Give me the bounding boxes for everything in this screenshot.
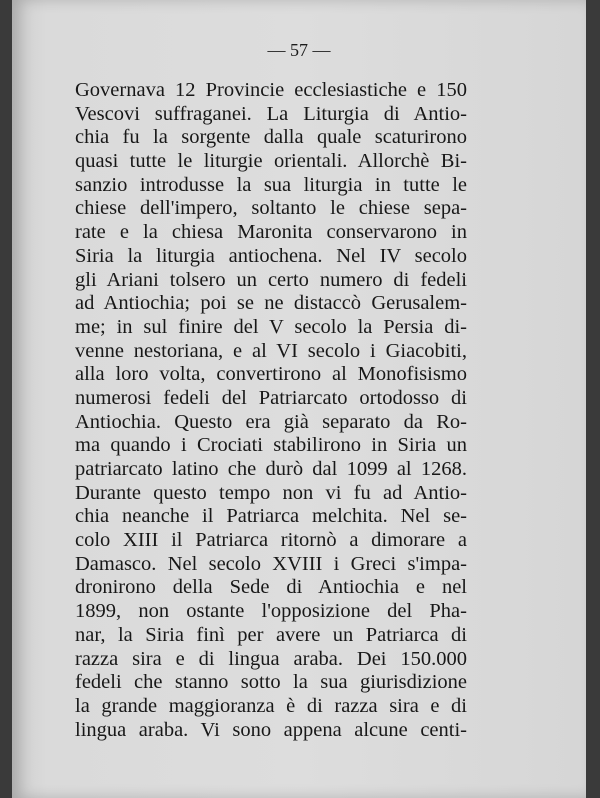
text-line: sanzio introdusse la sua liturgia in tutte le xyxy=(75,173,467,196)
text-line: quasi tutte le liturgie orientali. Allorchè Bi- xyxy=(75,150,467,173)
text-line: Antiochia. Questo era già separato da Ro- xyxy=(75,410,467,433)
text-line: gli Ariani tolsero un certo numero di fedeli xyxy=(75,268,467,291)
text-line: chiese dell'impero, soltanto le chiese sepa- xyxy=(75,197,467,220)
text-line: numerosi fedeli del Patriarcato ortodosso di xyxy=(75,386,467,409)
text-line: razza sira e di lingua araba. Dei 150.000 xyxy=(75,647,467,670)
text-line: Vescovi suffraganei. La Liturgia di Antio- xyxy=(75,102,467,125)
text-line: ad Antiochia; poi se ne distaccò Gerusalem- xyxy=(75,292,467,315)
text-line: ma quando i Crociati stabilirono in Siria un xyxy=(75,434,467,457)
text-line: rate e la chiesa Maronita conservarono in xyxy=(75,221,467,244)
text-line: Siria la liturgia antiochena. Nel IV secolo xyxy=(75,244,467,267)
text-line: venne nestoriana, e al VI secolo i Giacobiti, xyxy=(75,339,467,362)
text-line: colo XIII il Patriarca ritornò a dimorare a xyxy=(75,529,467,552)
text-line: me; in sul finire del V secolo la Persia di- xyxy=(75,315,467,338)
text-line: Governava 12 Provincie ecclesiastiche e 150 xyxy=(75,79,467,101)
text-line: alla loro volta, convertirono al Monofisismo xyxy=(75,363,467,386)
book-page xyxy=(12,0,586,798)
text-line: Durante questo tempo non vi fu ad Antio- xyxy=(75,481,467,504)
text-line: chia neanche il Patriarca melchita. Nel se- xyxy=(75,505,467,528)
text-line: la grande maggioranza è di razza sira e di xyxy=(75,694,467,717)
page-number: — 57 — xyxy=(267,40,331,60)
text-line: fedeli che stanno sotto la sua giurisdizione xyxy=(75,671,467,694)
text-line: chia fu la sorgente dalla quale scaturirono xyxy=(75,126,467,149)
text-line: dronirono della Sede di Antiochia e nel xyxy=(75,576,467,599)
text-line: Damasco. Nel secolo XVIII i Greci s'impa- xyxy=(75,552,467,575)
text-line: nar, la Siria finì per avere un Patriarca di xyxy=(75,623,467,646)
text-line: 1899, non ostante l'opposizione del Pha- xyxy=(75,600,467,623)
text-line: lingua araba. Vi sono appena alcune centi- xyxy=(75,718,467,741)
text-line: patriarcato latino che durò dal 1099 al 1268. xyxy=(75,458,467,480)
body-paragraph xyxy=(75,79,467,742)
